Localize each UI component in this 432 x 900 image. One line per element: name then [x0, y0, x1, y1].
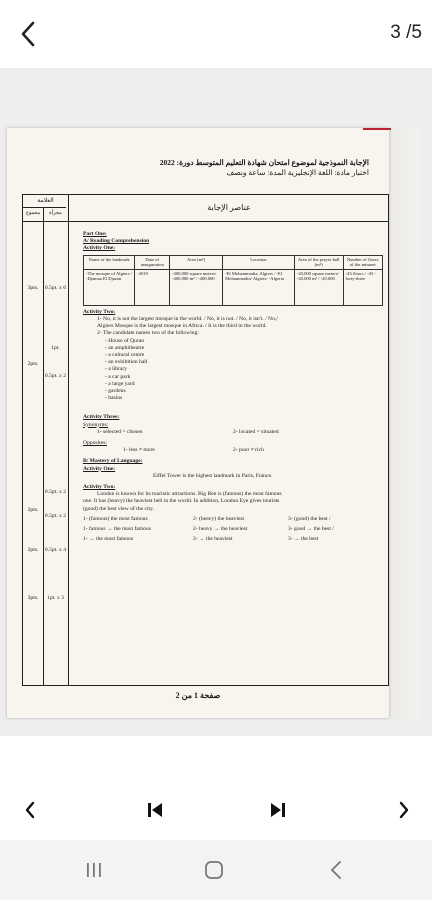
- page-footer: صفحة 1 من 2: [175, 691, 221, 700]
- document-page: [7, 128, 389, 718]
- b-a2-text1: London is known for its touristic attractions. Big Ben is (famous) the most famous: [97, 491, 282, 498]
- reading-title: A/ Reading Comprehension: [83, 238, 150, 245]
- b-a2-row3-col3: 3- → the best: [288, 536, 319, 543]
- td-date: -2019: [135, 269, 170, 305]
- b-activity-two-title: Activity Two:: [83, 484, 116, 491]
- a2-list-item: - an amphitheatre: [105, 344, 145, 351]
- a2-list-item: - a large yard: [105, 380, 135, 387]
- skip-first-icon: [146, 801, 164, 819]
- syn-2: 2- located = situated: [233, 428, 279, 435]
- marks-total-5: 3pts.: [27, 595, 39, 601]
- opp-2: 2- poor ≠ rich: [233, 447, 264, 454]
- total-header: مجموع: [25, 211, 41, 216]
- partial-header: مجزأة: [49, 211, 62, 216]
- b-activity-one-title: Activity One:: [83, 465, 116, 472]
- a2-list-item: - a cultural centre: [105, 352, 145, 359]
- th-name: Name of the landmark: [84, 255, 135, 269]
- activity-one-title: Activity One:: [83, 245, 116, 252]
- answers-content: [83, 231, 388, 543]
- marks-partial-6: 0.5pt. x 4: [44, 547, 67, 553]
- document-header: [69, 158, 369, 178]
- opposites-title: Opposites:: [83, 440, 107, 447]
- system-back-icon: [329, 860, 343, 880]
- td-location: -El Mohammadia, Algiers / -El Mohammadia/ Algiers/ -Algeria: [223, 269, 295, 305]
- b-a2-row1-col1: 1- (famous) the most famous: [83, 515, 148, 522]
- b-a2-row1: [83, 516, 388, 523]
- marks-partial-7: 1pt. x 3: [47, 595, 64, 601]
- a2-list-item: - basins: [105, 395, 123, 402]
- th-floors: Number of floors of the minaret: [343, 255, 382, 269]
- page-navigation: [0, 736, 432, 840]
- recents-button[interactable]: [72, 852, 116, 888]
- chevron-right-icon: [398, 801, 410, 819]
- marks-partial-1: 0.5pt. x 6: [44, 285, 67, 291]
- page-counter: 3 /5: [390, 22, 422, 43]
- skip-last-icon: [269, 801, 287, 819]
- b-a2-row2-col1: 1- famous → the most famous: [83, 526, 151, 533]
- recents-icon: [84, 861, 104, 879]
- td-prayer-hall: -20,000 square meters/ -20,000 m² / -20,000: [294, 269, 343, 305]
- document-viewer[interactable]: [0, 68, 432, 736]
- opposites-row: [83, 447, 388, 454]
- home-icon: [203, 859, 225, 881]
- a2-list-item: - a car park: [105, 373, 131, 380]
- a2-list-item: - House of Quran: [105, 337, 144, 344]
- b-a2-row2: [83, 526, 388, 533]
- b-a2-row3: [83, 536, 388, 543]
- b-a2-row1-col2: 2- (heavy) the heaviest: [193, 515, 245, 522]
- marks-total-1: 3pts.: [27, 285, 39, 291]
- marks-partial-2: 1pt.: [51, 345, 60, 351]
- paper-edge: [389, 128, 419, 718]
- answer-table: [22, 194, 389, 686]
- td-floors: -43 floors / -43 -forty-three: [343, 269, 382, 305]
- part-one-title: Part One:: [83, 231, 107, 237]
- b-a2-text3: (good) the best view of the city.: [83, 505, 154, 512]
- system-back-button[interactable]: [314, 852, 358, 888]
- th-date: Date of inauguration: [135, 255, 170, 269]
- a2-list-item: - a library: [105, 366, 128, 373]
- td-area: -400,000 square meters/ -400,000 m² / -400,000: [170, 269, 223, 305]
- th-prayer-hall: Area of the prayer hall (m²): [294, 255, 343, 269]
- a2-item1b: Algiers Mosque is the largest mosque in Africa. / It is the third in the world.: [97, 323, 267, 330]
- mastery-title: B/ Mastery of Language:: [83, 458, 143, 465]
- marks-total-3: 2pts.: [27, 507, 39, 513]
- opp-1: 1- less ≠ more: [123, 447, 155, 454]
- a2-item2: 2- The candidate names two of the following:: [97, 330, 199, 337]
- last-page-button[interactable]: [258, 790, 298, 830]
- activity-three-title: Activity Three:: [83, 414, 120, 421]
- first-page-button[interactable]: [135, 790, 175, 830]
- marks-partial-3: 0.5pt. x 2: [44, 373, 67, 379]
- a2-item1: 1- No, it is not the largest mosque in the world. / No, it is not. / No, it isn't. / No,/: [97, 316, 278, 322]
- synonyms-row: [83, 429, 388, 436]
- marks-partial-4: 0.5pt. x 2: [44, 489, 67, 495]
- marks-total-4: 2pts.: [27, 547, 39, 553]
- chevron-left-icon: [24, 801, 36, 819]
- marks-partial-5: 0.5pt. x 2: [44, 513, 67, 519]
- system-nav-bar: [0, 840, 432, 900]
- th-location: Location: [223, 255, 295, 269]
- answers-header: عناصر الإجابة: [207, 203, 251, 212]
- synonyms-title: Synonyms:: [83, 421, 109, 428]
- b-a2-row2-col3: 3- good → the best /: [288, 526, 334, 533]
- marks-total-2: 2pts.: [27, 361, 39, 367]
- top-bar: [0, 0, 432, 68]
- th-area: Area (m²): [170, 255, 223, 269]
- b-a2-row1-col3: 3- (good) the best /: [288, 515, 331, 522]
- td-name: -The mosque of Algiers / -Djamaa El Djazair: [84, 269, 135, 305]
- b-a2-row2-col2: 2- heavy → the heaviest: [193, 526, 248, 533]
- b-a2-row3-col1: 1- → the most famous: [83, 536, 134, 543]
- chevron-left-icon: [20, 21, 36, 47]
- activity-two-title: Activity Two:: [83, 308, 116, 315]
- b-a1-text: Eiffel Tower is the highest landmark in Paris, France.: [153, 472, 273, 479]
- a2-list-item: - gardens: [105, 388, 126, 395]
- a2-list-item: - an exhibition hall: [105, 359, 148, 366]
- mark-header: العلامة: [37, 198, 54, 204]
- arabic-title-line1: الإجابة النموذجية لموضوع امتحان شهادة التعليم المتوسط دورة: 2022: [159, 158, 369, 167]
- next-page-button[interactable]: [384, 790, 424, 830]
- landmark-table: [83, 255, 383, 306]
- home-button[interactable]: [192, 852, 236, 888]
- b-a2-text2: one. It has (heavy) the heaviest bell in the world. In addition, London Eye gives tourists: [83, 498, 280, 505]
- back-button[interactable]: [10, 14, 46, 54]
- b-a2-row3-col2: 2- → the heaviest: [193, 536, 233, 543]
- syn-1: 1- selected = chosen: [97, 428, 143, 435]
- arabic-title-line2: اختبار مادة: اللغة الإنجليزية المدة: ساعة ونصف: [226, 168, 369, 177]
- prev-page-button[interactable]: [10, 790, 50, 830]
